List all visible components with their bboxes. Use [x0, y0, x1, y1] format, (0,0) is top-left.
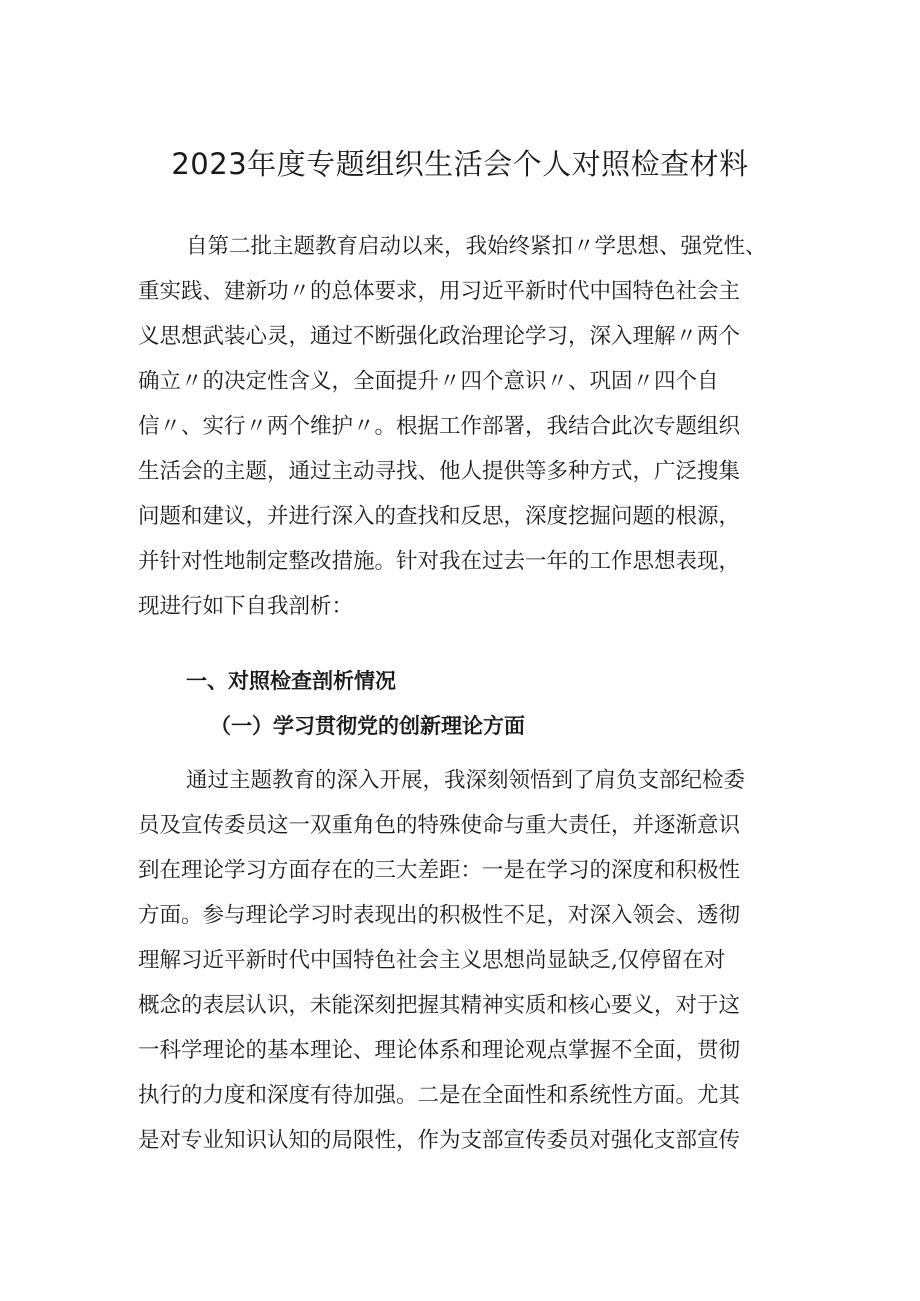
intro-line: 确立〃的决定性含义，全面提升〃四个意识〃、巩固〃四个自: [138, 369, 719, 394]
intro-line: 现进行如下自我剖析：: [138, 594, 354, 619]
intro-line: 自第二批主题教育启动以来，我始终紧扣〃学思想、强党性、: [186, 234, 767, 259]
body-line: 概念的表层认识，未能深刻把握其精神实质和核心要义，对于这: [138, 993, 741, 1018]
body-line: 员及宣传委员这一双重角色的特殊使命与重大责任，并逐渐意识: [138, 813, 741, 838]
body-line: 是对专业知识认知的局限性，作为支部宣传委员对强化支部宣传: [138, 1128, 741, 1153]
body-line: 执行的力度和深度有待加强。二是在全面性和系统性方面。尤其: [138, 1083, 741, 1108]
intro-line: 信〃、实行〃两个维护〃。根据工作部署，我结合此次专题组织: [138, 414, 741, 439]
intro-line: 生活会的主题，通过主动寻找、他人提供等多种方式，广泛搜集: [138, 459, 741, 484]
intro-line: 并针对性地制定整改措施。针对我在过去一年的工作思想表现，: [138, 549, 741, 574]
body-line: 方面。参与理论学习时表现出的积极性不足，对深入领会、透彻: [138, 903, 741, 928]
body-line: 理解习近平新时代中国特色社会主义思想尚显缺乏,仅停留在对: [138, 948, 726, 973]
intro-line: 义思想武装心灵，通过不断强化政治理论学习，深入理解〃两个: [138, 324, 741, 349]
section-heading: 一、对照检查剖析情况: [186, 669, 396, 693]
intro-line: 问题和建议，并进行深入的查找和反思，深度挖掘问题的根源，: [138, 504, 741, 529]
intro-line: 重实践、建新功〃的总体要求，用习近平新时代中国特色社会主: [138, 279, 741, 304]
document-title: 2023年度专题组织生活会个人对照检查材料: [171, 147, 749, 181]
subsection-heading: （一）学习贯彻党的创新理论方面: [210, 713, 525, 738]
body-line: 一科学理论的基本理论、理论体系和理论观点掌握不全面，贯彻: [138, 1038, 741, 1063]
body-line: 通过主题教育的深入开展，我深刻领悟到了肩负支部纪检委: [186, 768, 746, 793]
body-line: 到在理论学习方面存在的三大差距：一是在学习的深度和积极性: [138, 858, 741, 883]
